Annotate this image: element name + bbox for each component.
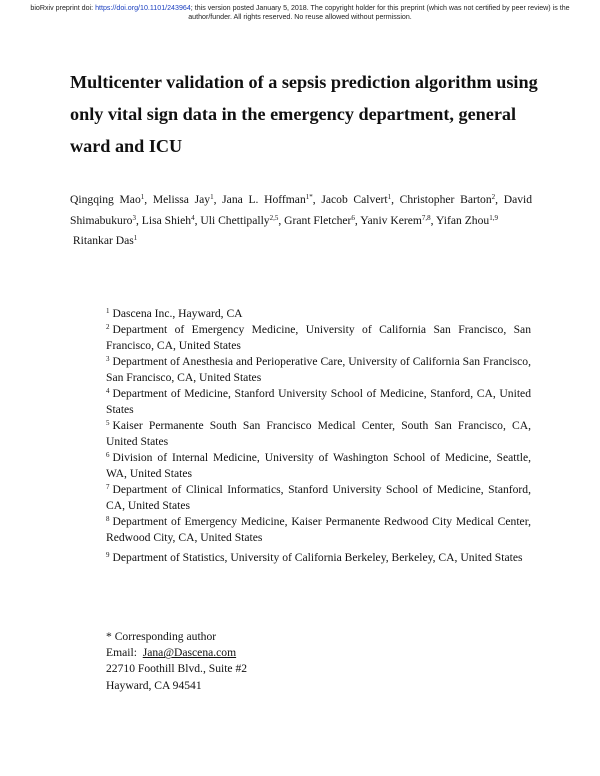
author-name: Melissa Jay [152, 193, 211, 206]
affiliation-item [106, 514, 531, 546]
corresponding-author-block [106, 629, 406, 694]
email-link[interactable]: Jana@Dascena.com [142, 646, 237, 660]
corresponding-author-label: * Corresponding author [106, 630, 217, 643]
email-label: Email: [106, 646, 137, 660]
address-line-2: Hayward, CA 94541 [106, 678, 202, 692]
affiliation-text: Dascena Inc., Hayward, CA [112, 307, 243, 320]
affiliation-text: Kaiser Permanente South San Francisco Medical Center, South San Francisco, CA, United States [106, 419, 531, 448]
author-name: Jacob Calvert [321, 193, 388, 206]
affiliation-list [106, 306, 531, 566]
address-line-1: 22710 Foothill Blvd., Suite #2 [106, 662, 248, 676]
author-name: Grant Fletcher [284, 213, 352, 227]
affiliation-number: 5 [106, 419, 110, 427]
author-affiliation-mark: 1 [210, 193, 214, 201]
author-affiliation-mark: 1,9 [489, 213, 498, 222]
affiliation-item [106, 386, 531, 418]
author-affiliation-mark: 1 [387, 193, 392, 201]
banner-prefix: bioRxiv preprint doi: [30, 4, 96, 12]
author-name: Ritankar Das [72, 234, 134, 247]
paper-title: Multicenter validation of a sepsis prediction algorithm using only vital sign data in the emergency department, general ward and ICU [70, 72, 538, 156]
author-name: Qingqing Mao [70, 193, 141, 206]
author-name: Jana L. Hoffman [222, 193, 306, 206]
author-name: Uli Chettipally [200, 213, 270, 227]
affiliation-text: Department of Anesthesia and Perioperative Care, University of California San Francisco, San Francisco, CA, United States [106, 355, 531, 384]
affiliation-item [106, 482, 531, 514]
author-affiliation-mark: 4 [191, 213, 195, 222]
affiliation-number: 6 [106, 451, 110, 459]
author-name: Lisa Shieh [141, 213, 192, 227]
email-line [106, 645, 406, 661]
author-name: Yaniv Kerem [360, 213, 422, 227]
author-affiliation-mark: 2 [491, 193, 496, 201]
author-name: Yifan Zhou [436, 213, 490, 227]
banner-notice: ; this version posted January 5, 2018. The copyright holder for this preprint (which was not certified by peer review) is the author/funder. All rights reserved. No reuse allowed without permission. [188, 4, 570, 21]
affiliation-item [106, 306, 531, 322]
affiliation-item [106, 418, 531, 450]
affiliation-item [106, 322, 531, 354]
affiliation-text: Division of Internal Medicine, University of Washington School of Medicine, Seattle, WA, United States [106, 451, 531, 480]
affiliation-number: 1 [106, 307, 110, 315]
affiliation-text: Department of Emergency Medicine, Kaiser Permanente Redwood City Medical Center, Redwood City, CA, United States [106, 515, 531, 544]
affiliation-item [106, 450, 531, 482]
author-list: Qingqing Mao$^1$, Melissa Jay$^1$, Jana L. Hoffman$^{1*}$, Jacob Calvert$^1$, Christopher Barton$^2$, David Shimabukuro$^3$, Lisa Shieh$^4$, Uli Chettipally$^{2,5}$, Grant Fletcher$^6$, Yaniv Kerem$^{7,8}$, Yifan Zhou$^{1,9}$ Ritankar Das$^1$ [70, 193, 533, 247]
affiliation-number: 7 [106, 483, 110, 491]
affiliation-text: Department of Emergency Medicine, University of California San Francisco, San Francisco, CA, United States [106, 323, 531, 352]
affiliation-number: 2 [106, 323, 110, 331]
affiliation-number: 9 [106, 551, 110, 559]
affiliation-text: Department of Medicine, Stanford University School of Medicine, Stanford, CA, United States [106, 387, 531, 416]
affiliation-number: 4 [106, 387, 110, 395]
author-name: Christopher Barton [399, 193, 492, 206]
author-affiliation-mark: 1 [140, 193, 145, 201]
affiliation-number: 3 [106, 355, 110, 363]
author-affiliation-mark: 6 [351, 213, 355, 222]
preprint-banner [30, 4, 570, 22]
author-name: David Shimabukuro [70, 193, 533, 227]
author-affiliation-mark: 3 [132, 213, 136, 222]
affiliation-item [106, 354, 531, 386]
affiliation-number: 8 [106, 515, 110, 523]
author-affiliation-mark: 1 [133, 234, 138, 242]
affiliation-item [106, 550, 531, 566]
author-affiliation-mark: 7,8 [421, 213, 431, 222]
doi-link[interactable]: https://doi.org/10.1101/243964 [95, 4, 191, 12]
author-affiliation-mark: 2,5 [269, 213, 279, 222]
affiliation-text: Department of Clinical Informatics, Stanford University School of Medicine, Stanford, CA, United States [106, 483, 531, 512]
affiliation-text: Department of Statistics, University of California Berkeley, Berkeley, CA, United States [112, 551, 523, 564]
author-affiliation-mark: 1* [305, 193, 313, 201]
